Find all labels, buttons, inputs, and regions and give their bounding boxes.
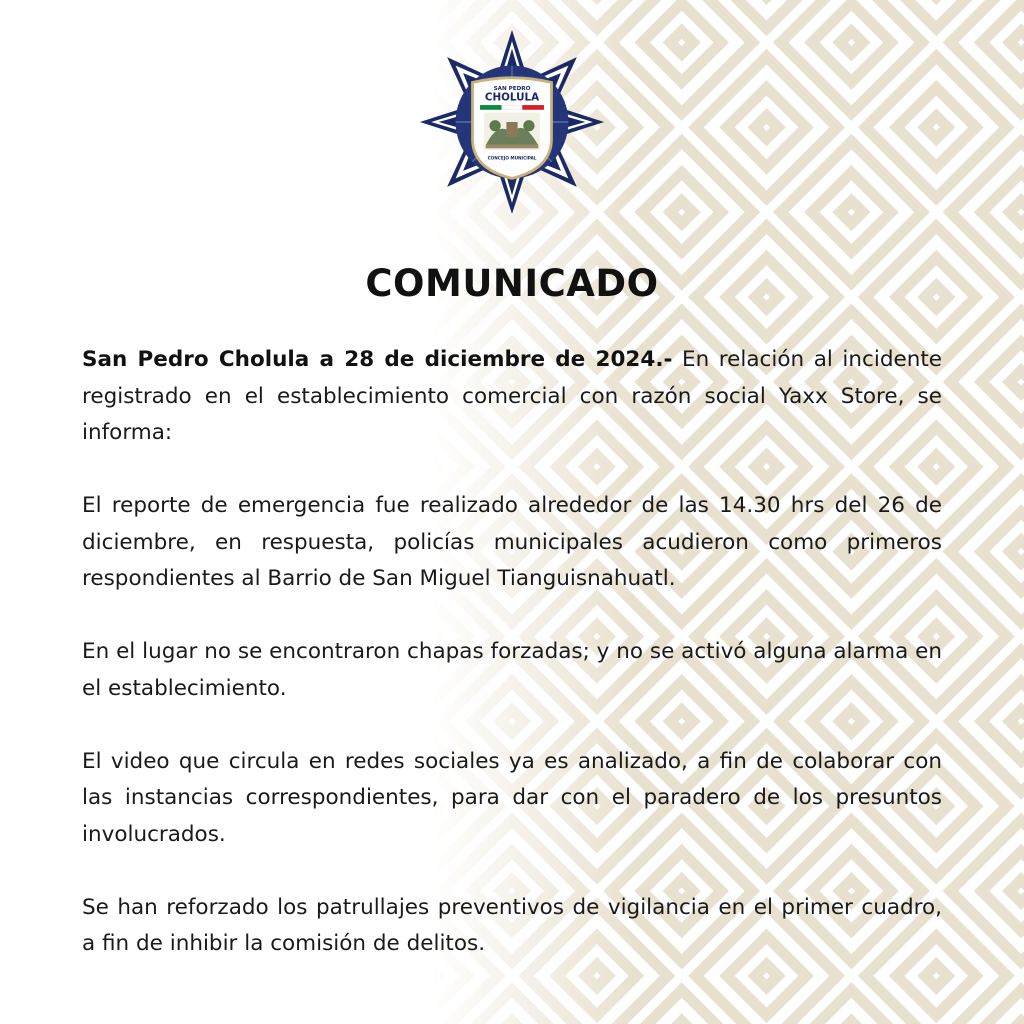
badge-bottom-text: CONCEJO MUNICIPAL [487, 155, 537, 161]
paragraph-2: El reporte de emergencia fue realizado alrededor de las 14.30 hrs del 26 de diciembre, en respuesta, policías municipales acudieron como primeros respondientes al Barrio de San Miguel Tianguisnahuatl. [82, 493, 942, 591]
paragraph-3: En el lugar no se encontraron chapas forzadas; y no se activó alguna alarma en el establecimiento. [82, 639, 942, 701]
badge-emblem-illustration [484, 113, 540, 151]
page-title: COMUNICADO [365, 262, 659, 305]
paragraph-5: Se han reforzado los patrullajes preventivos de vigilancia en el primer cuadro, a fin de inhibir la comisión de delitos. [82, 894, 942, 956]
communique-body [82, 342, 942, 999]
paragraph-4: El video que circula en redes sociales ya es analizado, a fin de colaborar con las instancias correspondientes, para dar con el paradero de los presuntos involucrados. [82, 748, 942, 847]
paragraph-1-text: En relación al incidente registrado en el establecimiento comercial con razón social Yaxx Store, se informa: [82, 347, 942, 445]
police-badge-logo [418, 28, 606, 216]
badge-top-text: SAN PEDRO [493, 86, 531, 93]
badge-name-text: CHOLULA [484, 91, 540, 104]
paragraph-1 [82, 342, 942, 452]
date-location-lead: San Pedro Cholula a 28 de diciembre de 2024.- [82, 347, 673, 372]
